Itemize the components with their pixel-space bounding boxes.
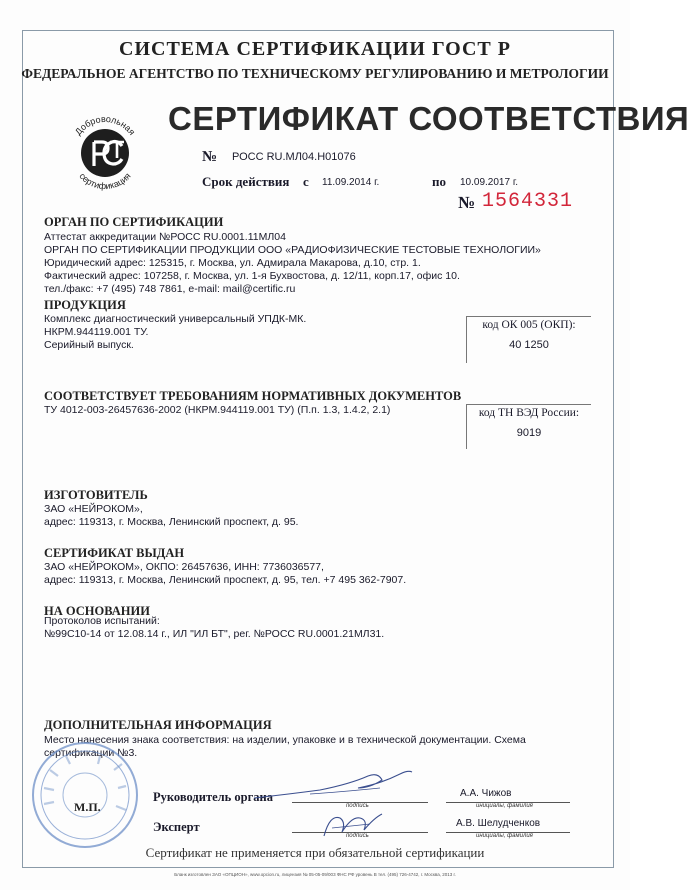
- product-line: НКРМ.944119.001 ТУ.: [44, 326, 149, 338]
- issued-line: ЗАО «НЕЙРОКОМ», ОКПО: 26457636, ИНН: 7736036577,: [44, 561, 324, 573]
- logo-bottom-text: сертификация: [77, 170, 133, 192]
- agency-name: ФЕДЕРАЛЬНОЕ АГЕНТСТВО ПО ТЕХНИЧЕСКОМУ РЕГУЛИРОВАНИЮ И МЕТРОЛОГИИ: [21, 66, 609, 81]
- validity-from-prefix: с: [303, 174, 309, 189]
- organ-line: Фактический адрес: 107258, г. Москва, ул. 1-я Бухвостова, д. 12/11, корп.17, офис 10.: [44, 270, 460, 282]
- section-title-basis: НА ОСНОВАНИИ: [44, 604, 150, 618]
- expert-label: Эксперт: [153, 820, 200, 834]
- certificate-number: РОСС RU.МЛ04.Н01076: [232, 151, 356, 163]
- section-title-manufacturer: ИЗГОТОВИТЕЛЬ: [44, 488, 148, 502]
- section-title-organ: ОРГАН ПО СЕРТИФИКАЦИИ: [44, 215, 224, 229]
- valid-from-date: 11.09.2014 г.: [322, 177, 380, 188]
- tnved-code-label: код ТН ВЭД России:: [478, 407, 580, 419]
- footer-note: Сертификат не применяется при обязательной сертификации: [145, 845, 485, 860]
- okp-code-value: 40 1250: [509, 339, 549, 351]
- expert-signature-caption: подпись: [346, 833, 369, 839]
- validity-label: Срок действия: [202, 174, 290, 189]
- additional-line: сертификации №3.: [44, 747, 138, 759]
- blank-serial-number: 1564331: [482, 190, 574, 213]
- logo-top-text: Добровольная: [72, 113, 138, 137]
- organization-stamp: [30, 740, 140, 850]
- expert-handwritten-signature: [318, 808, 388, 840]
- section-title-issued: СЕРТИФИКАТ ВЫДАН: [44, 546, 185, 560]
- certificate-title: СЕРТИФИКАТ СООТВЕТСТВИЯ: [168, 100, 689, 137]
- validity-to-prefix: по: [432, 174, 446, 189]
- product-line: Комплекс диагностический универсальный УПДК-МК.: [44, 313, 307, 325]
- compliance-line: ТУ 4012-003-26457636-2002 (НКРМ.944119.001 ТУ) (П.п. 1.3, 1.4.2, 2.1): [44, 404, 391, 416]
- section-title-product: ПРОДУКЦИЯ: [44, 298, 126, 312]
- printer-info: Бланк изготовлен ЗАО «ОПЦИОН», www.opcion.ru, лицензия № 05-05-09/003 ФНС РФ уровень В тел. (495) 726-4742, г. Москва, 2013 г.: [174, 872, 456, 877]
- basis-line: Протоколов испытаний:: [44, 615, 160, 627]
- blank-number-sign: №: [458, 193, 476, 212]
- tnved-code-box: [466, 404, 591, 449]
- expert-name: А.В. Шелудченков: [456, 818, 541, 829]
- valid-to-date: 10.09.2017 г.: [460, 177, 519, 188]
- stamp-place-label: М.П.: [74, 800, 101, 814]
- organ-line: Юридический адрес: 125315, г. Москва, ул. Адмирала Макарова, д.10, стр. 1.: [44, 257, 421, 269]
- rst-certification-logo: [64, 112, 146, 194]
- certificate-number-sign: №: [202, 149, 218, 165]
- head-name-caption: инициалы, фамилия: [476, 803, 533, 809]
- okp-code-label: код ОК 005 (ОКП):: [482, 319, 576, 331]
- manufacturer-line: ЗАО «НЕЙРОКОМ»,: [44, 503, 143, 515]
- section-title-compliance: СООТВЕТСТВУЕТ ТРЕБОВАНИЯМ НОРМАТИВНЫХ ДОКУМЕНТОВ: [44, 389, 462, 403]
- head-of-body-label: Руководитель органа: [153, 790, 273, 804]
- expert-name-caption: инициалы, фамилия: [476, 833, 533, 839]
- head-name: А.А. Чижов: [460, 788, 512, 799]
- manufacturer-line: адрес: 119313, г. Москва, Ленинский проспект, д. 95.: [44, 516, 299, 528]
- additional-line: Место нанесения знака соответствия: на изделии, упаковке и в технической документации. Схема: [44, 734, 526, 746]
- basis-line: №99С10-14 от 12.08.14 г., ИЛ "ИЛ БТ", рег. №РОСС RU.0001.21МЛ31.: [44, 628, 385, 640]
- head-handwritten-signature: [250, 764, 420, 804]
- product-line: Серийный выпуск.: [44, 339, 134, 351]
- organ-line: ОРГАН ПО СЕРТИФИКАЦИИ ПРОДУКЦИИ ООО «РАДИОФИЗИЧЕСКИЕ ТЕСТОВЫЕ ТЕХНОЛОГИИ»: [44, 244, 541, 256]
- organ-line: Аттестат аккредитации №РОСС RU.0001.11МЛ04: [44, 231, 286, 243]
- organ-line: тел./факс: +7 (495) 748 7861, e-mail: mail@certific.ru: [44, 283, 296, 295]
- tnved-code-value: 9019: [516, 427, 542, 439]
- section-title-additional: ДОПОЛНИТЕЛЬНАЯ ИНФОРМАЦИЯ: [44, 718, 272, 732]
- head-signature-caption: подпись: [346, 803, 369, 809]
- system-title: СИСТЕМА СЕРТИФИКАЦИИ ГОСТ Р: [119, 38, 511, 60]
- okp-code-box: [466, 316, 591, 363]
- issued-line: адрес: 119313, г. Москва, Ленинский проспект, д. 95, тел. +7 495 362-7907.: [44, 574, 407, 586]
